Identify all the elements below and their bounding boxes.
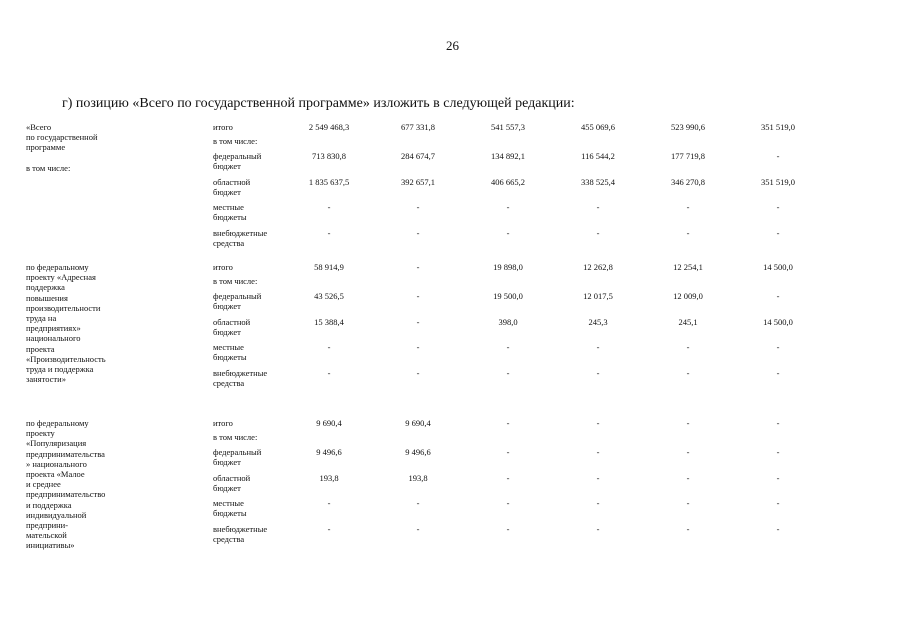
- table-row: [0, 473, 905, 495]
- table-row: [0, 317, 905, 339]
- amount-cell: -: [776, 342, 780, 352]
- amount-cell: -: [686, 202, 690, 212]
- amount-cell: 346 270,8: [671, 177, 705, 187]
- funding-type: в том числе:: [213, 276, 258, 286]
- block-label-line: мательской: [26, 530, 67, 541]
- amount-cell: -: [776, 368, 780, 378]
- amount-cell: -: [416, 524, 420, 534]
- amount-cell: 15 388,4: [314, 317, 344, 327]
- page-number: 26: [446, 38, 459, 53]
- amount-cell: 19 898,0: [493, 262, 523, 272]
- table-row: [0, 151, 905, 173]
- amount-cell: -: [596, 342, 600, 352]
- funding-type: областной бюджет: [213, 177, 251, 198]
- amount-cell: -: [506, 228, 510, 238]
- block-label-line: предпринимательства: [26, 448, 105, 459]
- amount-cell: -: [327, 524, 331, 534]
- table-row: [0, 368, 905, 390]
- table-row: [0, 524, 905, 546]
- amount-cell: 541 557,3: [491, 122, 525, 132]
- block-label-line: «Всего: [26, 122, 52, 132]
- amount-cell: -: [506, 418, 510, 428]
- amount-cell: 392 657,1: [401, 177, 435, 187]
- amount-cell: 12 009,0: [673, 291, 703, 301]
- amount-cell: 713 830,8: [312, 151, 346, 161]
- amount-cell: 9 690,4: [405, 418, 431, 428]
- amount-cell: -: [596, 447, 600, 457]
- table-row: [0, 177, 905, 199]
- block-label-line: инициативы»: [26, 540, 75, 551]
- amount-cell: 284 674,7: [401, 151, 435, 161]
- block-label-line: по федеральному: [26, 262, 89, 272]
- amount-cell: -: [506, 202, 510, 212]
- amount-cell: -: [776, 228, 780, 238]
- amount-cell: -: [416, 262, 420, 272]
- amount-cell: -: [776, 418, 780, 428]
- amount-cell: -: [596, 498, 600, 508]
- amount-cell: -: [596, 368, 600, 378]
- amount-cell: -: [686, 524, 690, 534]
- amount-cell: -: [776, 291, 780, 301]
- amount-cell: -: [686, 498, 690, 508]
- amount-cell: -: [416, 498, 420, 508]
- funding-type: итого: [213, 418, 233, 428]
- block-label-line: по государственной: [26, 132, 98, 143]
- amount-cell: 19 500,0: [493, 291, 523, 301]
- funding-type: итого: [213, 122, 233, 132]
- block-label-line: национального: [26, 333, 81, 344]
- amount-cell: -: [327, 342, 331, 352]
- amount-cell: -: [506, 498, 510, 508]
- table-row: [0, 228, 905, 250]
- funding-type: внебюджетные средства: [213, 524, 268, 545]
- amendment-heading: г) позицию «Всего по государственной программе» изложить в следующей редакции:: [62, 96, 575, 111]
- amount-cell: 455 069,6: [581, 122, 615, 132]
- amount-cell: -: [596, 228, 600, 238]
- funding-type: в том числе:: [213, 136, 258, 146]
- funding-type: итого: [213, 262, 233, 272]
- amount-cell: -: [776, 202, 780, 212]
- amount-cell: -: [416, 368, 420, 378]
- funding-type: местные бюджеты: [213, 498, 247, 519]
- amount-cell: -: [776, 447, 780, 457]
- table-row: [0, 202, 905, 224]
- block-label-line: предпринимательство: [26, 489, 106, 500]
- block-label-line: предприятиях»: [26, 323, 81, 334]
- funding-type: внебюджетные средства: [213, 228, 268, 249]
- block-label-line: и среднее: [26, 479, 61, 490]
- block-label-line: в том числе:: [26, 162, 71, 173]
- block-label-line: и поддержка: [26, 499, 72, 510]
- block-label-line: повышения: [26, 292, 68, 303]
- amount-cell: 398,0: [498, 317, 518, 327]
- block-label-line: » национального: [26, 458, 87, 469]
- amount-cell: -: [327, 498, 331, 508]
- block-label-line: проекта: [26, 343, 55, 354]
- amount-cell: 193,8: [319, 473, 339, 483]
- amount-cell: 677 331,8: [401, 122, 435, 132]
- amount-cell: 523 990,6: [671, 122, 705, 132]
- funding-type: в том числе:: [213, 432, 258, 442]
- block-label-line: проекту «Адресная: [26, 272, 96, 283]
- block-label-line: проекту: [26, 428, 55, 439]
- amount-cell: -: [686, 418, 690, 428]
- amount-cell: -: [776, 498, 780, 508]
- block-label-line: труда и поддержка: [26, 364, 94, 375]
- amount-cell: 134 892,1: [491, 151, 525, 161]
- amount-cell: -: [686, 228, 690, 238]
- block-label-line: предприни-: [26, 520, 69, 531]
- block-label-line: по федеральному: [26, 418, 89, 428]
- amount-cell: -: [776, 524, 780, 534]
- table-row: [0, 498, 905, 520]
- amount-cell: 12 017,5: [583, 291, 613, 301]
- amount-cell: 1 835 637,5: [308, 177, 350, 187]
- amount-cell: -: [686, 447, 690, 457]
- amount-cell: -: [776, 151, 780, 161]
- amount-cell: -: [506, 447, 510, 457]
- funding-type: местные бюджеты: [213, 342, 247, 363]
- amount-cell: -: [416, 202, 420, 212]
- amount-cell: 14 500,0: [763, 262, 793, 272]
- amount-cell: -: [686, 473, 690, 483]
- block-label-line: проекта «Малое: [26, 469, 85, 480]
- amount-cell: 12 262,8: [583, 262, 613, 272]
- funding-type: федеральный бюджет: [213, 151, 262, 172]
- amount-cell: 2 549 468,3: [308, 122, 350, 132]
- amount-cell: -: [686, 342, 690, 352]
- amount-cell: 351 519,0: [761, 122, 795, 132]
- amount-cell: -: [327, 368, 331, 378]
- funding-type: внебюджетные средства: [213, 368, 268, 389]
- block-label-line: производительности: [26, 302, 101, 313]
- block-label-line: поддержка: [26, 282, 65, 293]
- amount-cell: 245,3: [588, 317, 608, 327]
- amount-cell: 177 719,8: [671, 151, 705, 161]
- amount-cell: -: [327, 228, 331, 238]
- funding-type: местные бюджеты: [213, 202, 247, 223]
- amount-cell: -: [327, 202, 331, 212]
- amount-cell: 351 519,0: [761, 177, 795, 187]
- block-label-line: «Производительность: [26, 353, 106, 364]
- amount-cell: -: [686, 368, 690, 378]
- amount-cell: -: [506, 342, 510, 352]
- amount-cell: -: [506, 368, 510, 378]
- amount-cell: 12 254,1: [673, 262, 703, 272]
- funding-type: областной бюджет: [213, 317, 251, 338]
- block-label-line: труда на: [26, 313, 57, 324]
- funding-type: федеральный бюджет: [213, 447, 262, 468]
- block-label-line: программе: [26, 142, 66, 153]
- amount-cell: -: [776, 473, 780, 483]
- amount-cell: 58 914,9: [314, 262, 344, 272]
- amount-cell: 338 525,4: [581, 177, 615, 187]
- funding-type: федеральный бюджет: [213, 291, 262, 312]
- funding-type: областной бюджет: [213, 473, 251, 494]
- amount-cell: 9 690,4: [316, 418, 342, 428]
- amount-cell: 406 665,2: [491, 177, 525, 187]
- amount-cell: -: [596, 418, 600, 428]
- amount-cell: -: [416, 228, 420, 238]
- table-row: [0, 291, 905, 313]
- amount-cell: -: [416, 317, 420, 327]
- block-label-line: занятости»: [26, 374, 66, 385]
- amount-cell: 245,1: [678, 317, 698, 327]
- amount-cell: 9 496,6: [405, 447, 431, 457]
- amount-cell: -: [506, 473, 510, 483]
- amount-cell: -: [596, 524, 600, 534]
- table-row: [0, 342, 905, 364]
- amount-cell: 9 496,6: [316, 447, 342, 457]
- amount-cell: 14 500,0: [763, 317, 793, 327]
- amount-cell: -: [416, 342, 420, 352]
- amount-cell: -: [596, 202, 600, 212]
- amount-cell: 193,8: [408, 473, 428, 483]
- block-label-line: «Популяризация: [26, 438, 87, 449]
- table-row: [0, 447, 905, 469]
- amount-cell: -: [596, 473, 600, 483]
- amount-cell: -: [506, 524, 510, 534]
- amount-cell: -: [416, 291, 420, 301]
- amount-cell: 116 544,2: [581, 151, 615, 161]
- block-label-line: индивидуальной: [26, 509, 87, 520]
- amount-cell: 43 526,5: [314, 291, 344, 301]
